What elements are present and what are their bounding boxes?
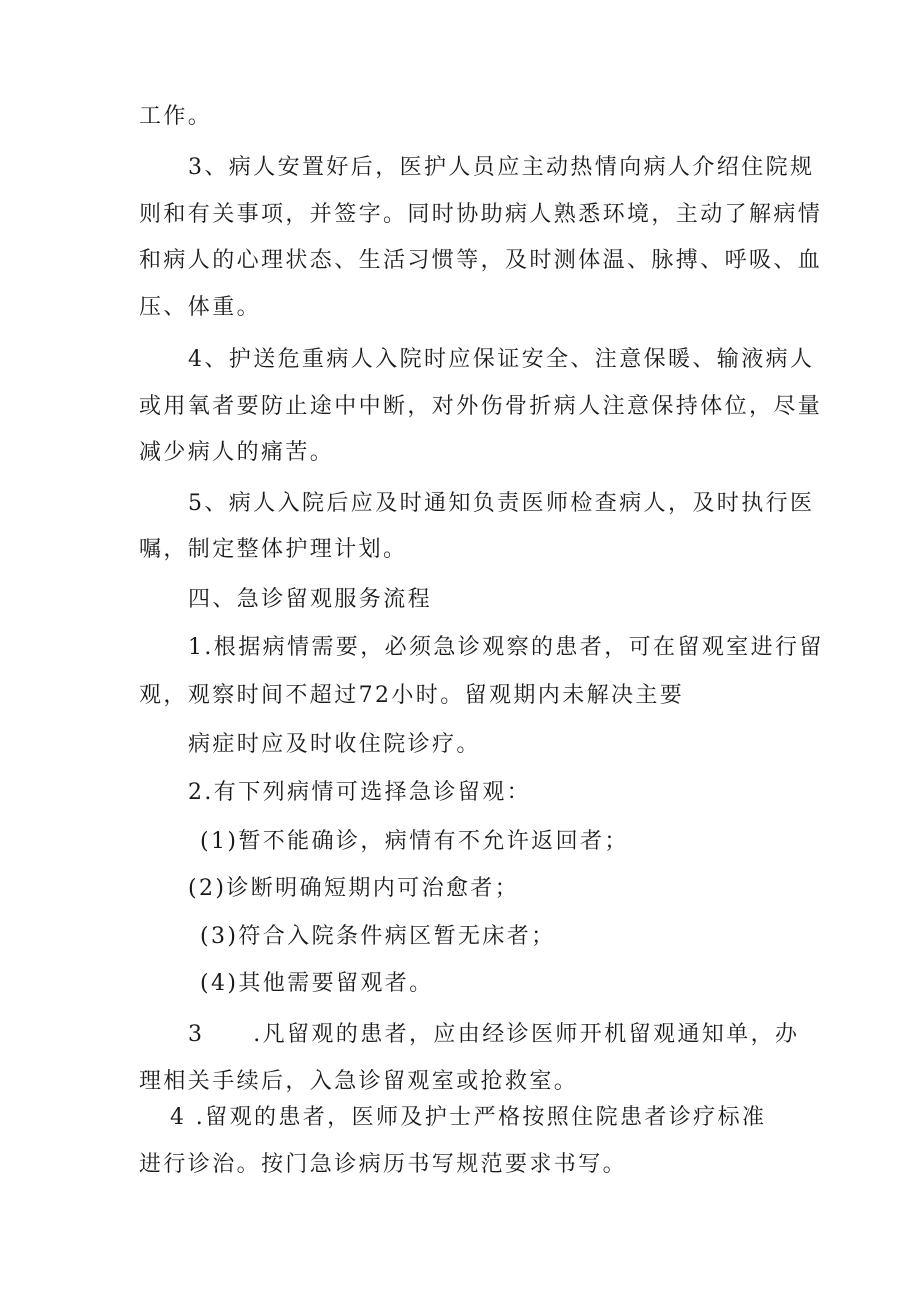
list-item-1: (1)暂不能确诊，病情有不允许返回者； — [200, 829, 629, 854]
text-line-item-4-start: 4、护送危重病人入院时应保证安全、注意保暖、输液病人 — [188, 347, 815, 372]
text-line-item-4-end: 减少病人的痛苦。 — [139, 440, 335, 465]
text-line-rule-2-heading: 2.有下列病情可选择急诊留观： — [188, 780, 531, 805]
text-line-item-3-start: 3、病人安置好后，医护人员应主动热情向病人介绍住院规 — [188, 155, 815, 180]
text-line-rule-1-end: 病症时应及时收住院诊疗。 — [188, 732, 481, 757]
text-line-item-3-end: 压、体重。 — [139, 295, 262, 320]
section-heading-emergency-observation: 四、急诊留观服务流程 — [188, 587, 433, 612]
text-line-item-3-cont-2: 和病人的心理状态、生活习惯等，及时测体温、脉搏、呼吸、血 — [139, 248, 823, 273]
text-line-item-5-end: 嘱，制定整体护理计划。 — [139, 537, 408, 562]
list-item-3: (3)符合入院条件病区暂无床者； — [200, 924, 556, 949]
text-line-work-end: 工作。 — [139, 104, 213, 129]
list-item-2: (2)诊断明确短期内可治愈者； — [188, 876, 520, 901]
text-line-rule-4-end: 进行诊治。按门急诊病历书写规范要求书写。 — [139, 1152, 628, 1177]
text-line-rule-1-start: 1.根据病情需要，必须急诊观察的患者，可在留观室进行留 — [188, 635, 824, 660]
text-line-rule-1-cont: 观，观察时间不超过72小时。留观期内未解决主要 — [139, 683, 685, 708]
text-line-item-4-cont: 或用氧者要防止途中中断，对外伤骨折病人注意保持体位，尽量 — [139, 394, 823, 419]
text-line-item-3-cont-1: 则和有关事项，并签字。同时协助病人熟悉环境，主动了解病情 — [139, 202, 823, 227]
text-line-item-5-start: 5、病人入院后应及时通知负责医师检查病人，及时执行医 — [188, 491, 815, 516]
text-line-rule-3-start: 3 .凡留观的患者，应由经诊医师开机留观通知单，办 — [188, 1022, 800, 1047]
text-line-rule-4-start: 4 .留观的患者，医师及护士严格按照住院患者诊疗标准 — [170, 1105, 767, 1130]
text-line-rule-3-end: 理相关手续后，入急诊留观室或抢救室。 — [139, 1069, 579, 1094]
list-item-4: (4)其他需要留观者。 — [200, 971, 434, 996]
